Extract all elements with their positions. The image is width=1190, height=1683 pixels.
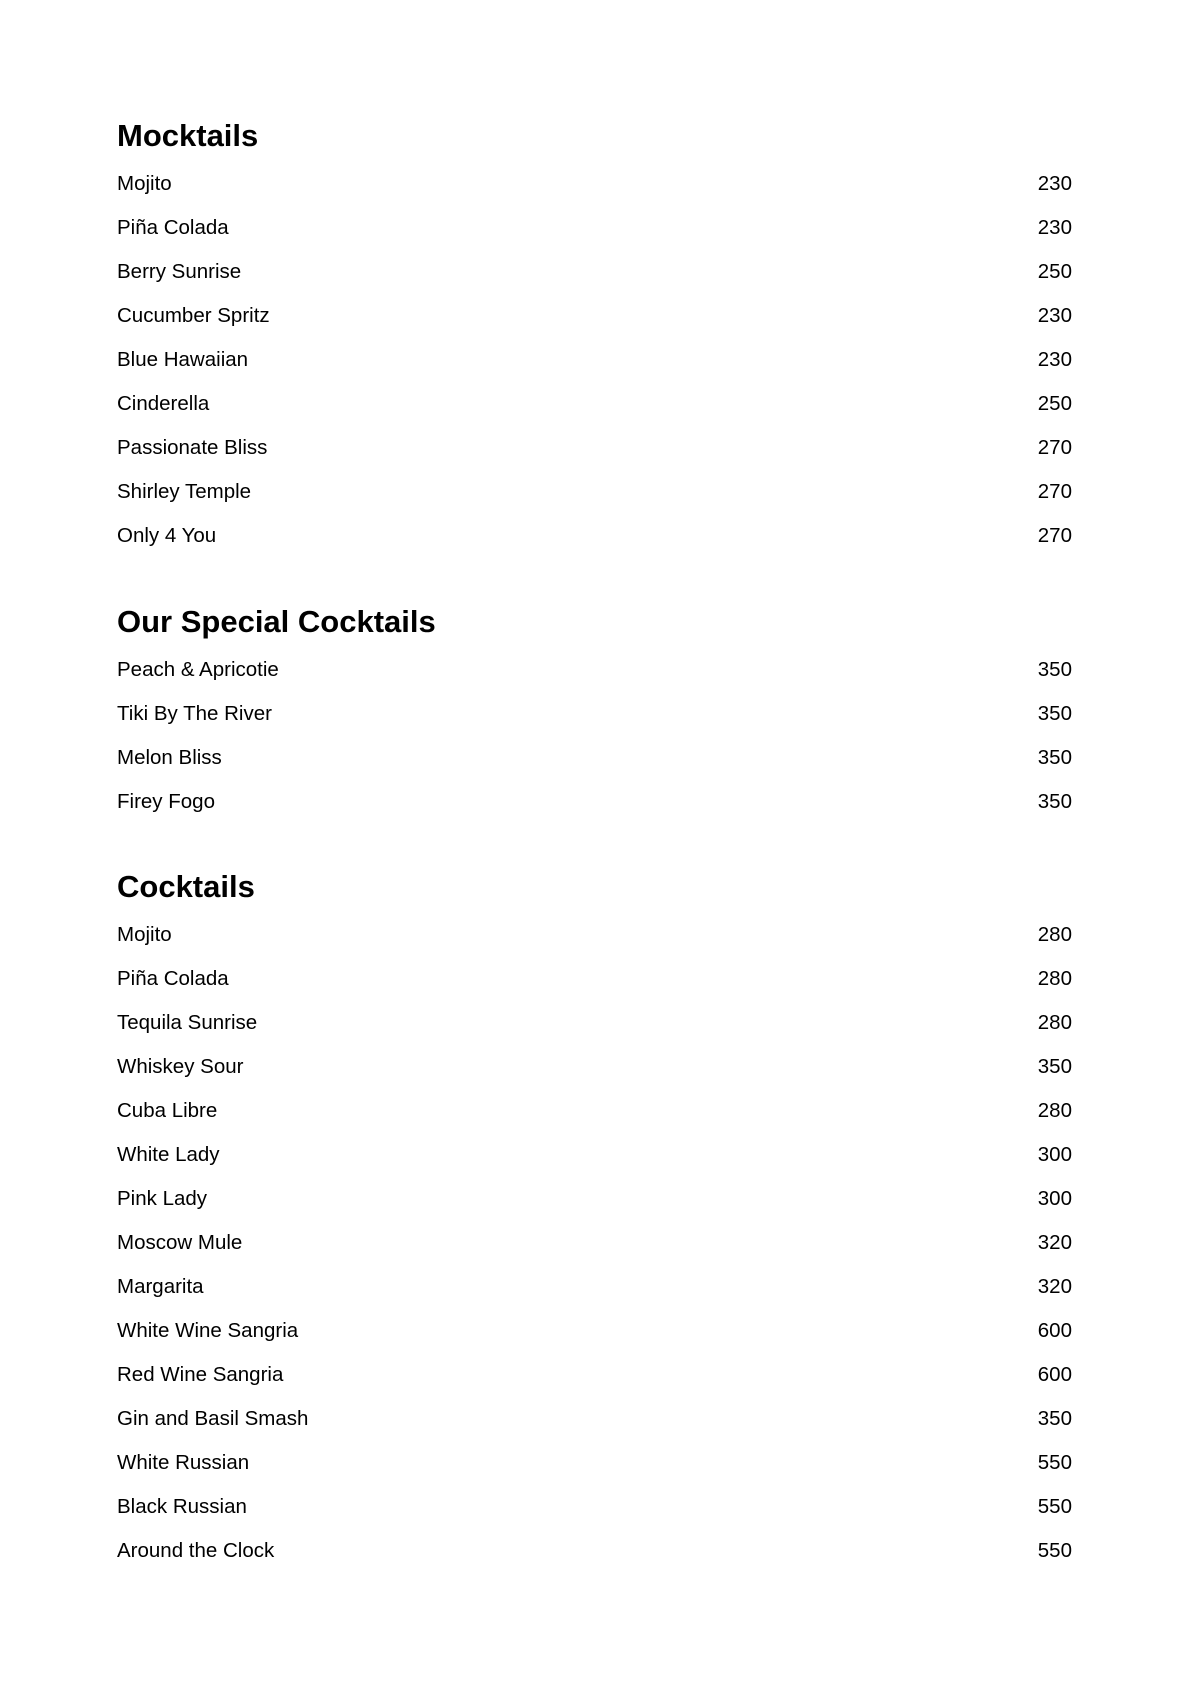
menu-item	[117, 294, 1072, 338]
item-name: Firey Fogo	[117, 790, 215, 813]
item-price: 230	[1037, 348, 1072, 371]
item-price: 270	[1037, 524, 1072, 547]
menu-item	[117, 1089, 1072, 1133]
item-price: 280	[1037, 923, 1072, 946]
item-price: 270	[1037, 436, 1072, 459]
menu-item	[117, 1177, 1072, 1221]
menu-item	[117, 1045, 1072, 1089]
menu-item	[117, 338, 1072, 382]
item-price: 230	[1037, 216, 1072, 239]
section-mocktails	[117, 118, 1072, 558]
item-price: 230	[1037, 304, 1072, 327]
item-name: Red Wine Sangria	[117, 1363, 284, 1386]
menu-item	[117, 1221, 1072, 1265]
item-price: 250	[1037, 260, 1072, 283]
item-name: Margarita	[117, 1275, 204, 1298]
item-price: 270	[1037, 480, 1072, 503]
menu-item	[117, 426, 1072, 470]
menu-item	[117, 913, 1072, 957]
item-name: Cinderella	[117, 392, 210, 415]
menu-item	[117, 1309, 1072, 1353]
menu-item	[117, 162, 1072, 206]
item-name: Only 4 You	[117, 524, 217, 547]
menu-item	[117, 1353, 1072, 1397]
item-name: Piña Colada	[117, 216, 229, 239]
item-price: 350	[1037, 1055, 1072, 1078]
item-name: Pink Lady	[117, 1187, 208, 1210]
menu-item	[117, 1441, 1072, 1485]
menu-item	[117, 648, 1072, 692]
item-name: Tiki By The River	[117, 702, 272, 725]
item-name: Tequila Sunrise	[117, 1011, 258, 1034]
menu-item	[117, 1133, 1072, 1177]
menu-item	[117, 1265, 1072, 1309]
item-price: 280	[1037, 1011, 1072, 1034]
item-price: 550	[1037, 1539, 1072, 1562]
item-name: Cucumber Spritz	[117, 304, 270, 327]
item-name: White Wine Sangria	[117, 1319, 299, 1342]
item-name: Cuba Libre	[117, 1099, 218, 1122]
menu-item	[117, 1001, 1072, 1045]
item-price: 550	[1037, 1451, 1072, 1474]
item-price: 350	[1037, 1407, 1072, 1430]
section-title: Our Special Cocktails	[117, 604, 436, 639]
menu-item	[117, 780, 1072, 824]
item-name: Passionate Bliss	[117, 436, 268, 459]
item-price: 600	[1037, 1319, 1072, 1342]
item-name: Moscow Mule	[117, 1231, 243, 1254]
section-special-cocktails	[117, 604, 1072, 824]
menu-item	[117, 206, 1072, 250]
section-title: Mocktails	[117, 118, 259, 153]
item-name: Peach & Apricotie	[117, 658, 279, 681]
item-name: Blue Hawaiian	[117, 348, 249, 371]
item-price: 350	[1037, 790, 1072, 813]
item-price: 230	[1037, 172, 1072, 195]
item-name: White Lady	[117, 1143, 220, 1166]
item-price: 600	[1037, 1363, 1072, 1386]
item-price: 350	[1037, 702, 1072, 725]
menu-item	[117, 1529, 1072, 1573]
item-name: Piña Colada	[117, 967, 229, 990]
item-name: Black Russian	[117, 1495, 247, 1518]
item-price: 350	[1037, 658, 1072, 681]
menu-item	[117, 957, 1072, 1001]
menu-item	[117, 736, 1072, 780]
item-price: 320	[1037, 1275, 1072, 1298]
item-price: 300	[1037, 1143, 1072, 1166]
item-name: Melon Bliss	[117, 746, 222, 769]
item-price: 350	[1037, 746, 1072, 769]
item-price: 550	[1037, 1495, 1072, 1518]
section-cocktails	[117, 869, 1072, 1573]
item-price: 280	[1037, 967, 1072, 990]
item-name: Mojito	[117, 923, 172, 946]
item-price: 300	[1037, 1187, 1072, 1210]
menu-item	[117, 1485, 1072, 1529]
item-price: 320	[1037, 1231, 1072, 1254]
menu-item	[117, 692, 1072, 736]
item-name: Berry Sunrise	[117, 260, 242, 283]
item-name: Gin and Basil Smash	[117, 1407, 309, 1430]
menu-item	[117, 250, 1072, 294]
section-title: Cocktails	[117, 869, 255, 904]
menu-item	[117, 470, 1072, 514]
menu-item	[117, 382, 1072, 426]
item-name: Around the Clock	[117, 1539, 275, 1562]
item-name: Whiskey Sour	[117, 1055, 244, 1078]
menu-item	[117, 1397, 1072, 1441]
item-name: Mojito	[117, 172, 172, 195]
item-name: Shirley Temple	[117, 480, 252, 503]
item-price: 250	[1037, 392, 1072, 415]
item-name: White Russian	[117, 1451, 250, 1474]
menu-item	[117, 514, 1072, 558]
item-price: 280	[1037, 1099, 1072, 1122]
